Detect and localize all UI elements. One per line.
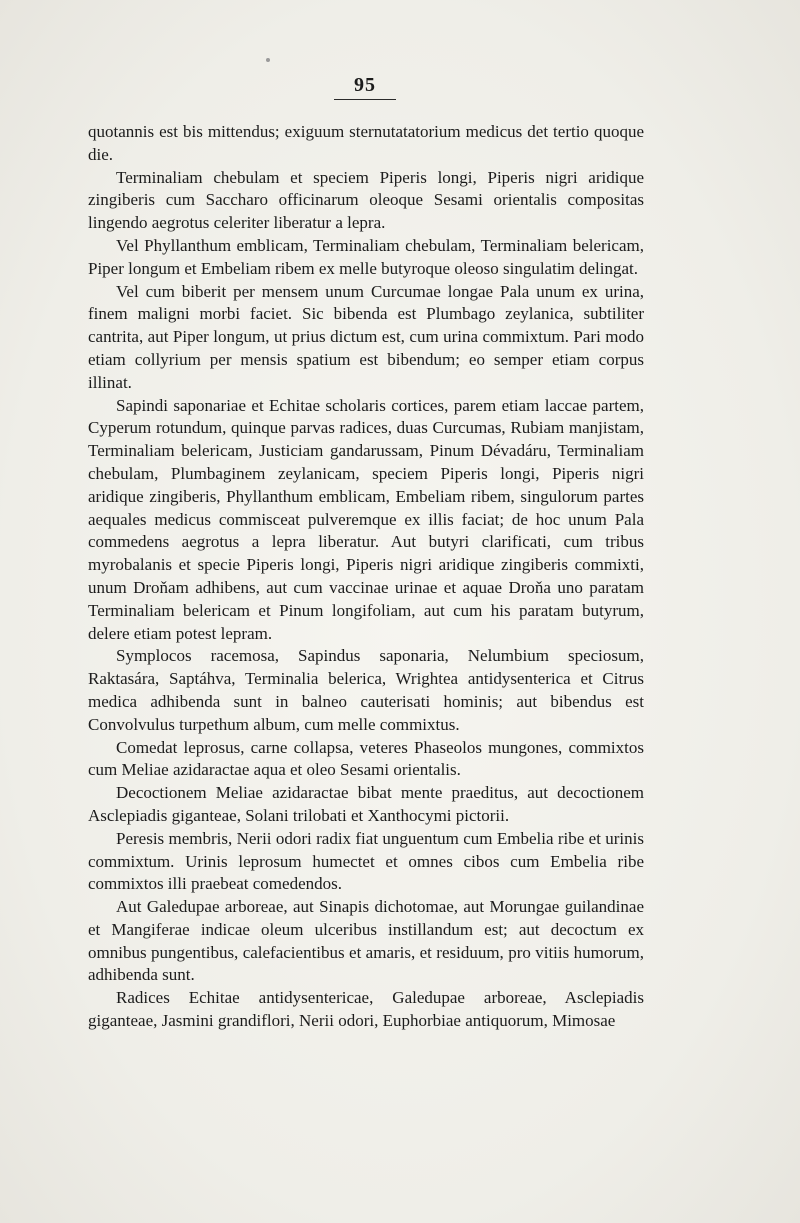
- paragraph-2: Vel Phyllanthum emblicam, Terminaliam chebulam, Terminaliam belericam, Piper longum et Embeliam ribem ex melle butyroque oleoso singulatim delingat.: [88, 235, 644, 278]
- body-text: [88, 121, 644, 1033]
- paragraph-0: quotannis est bis mittendus; exiguum sternutatatorium medicus det tertio quoque die.: [88, 122, 644, 164]
- print-speck: [266, 58, 270, 62]
- paragraph-9: Aut Galedupae arboreae, aut Sinapis dichotomae, aut Morungae guilandinae et Mangiferae indicae oleum ulceribus instillandum est; aut decoctum ex omnibus pungentibus, calefacientibus et amaris, et residuum, pro vitiis humorum, adhibenda sunt.: [88, 897, 644, 985]
- paragraph-8: Peresis membris, Nerii odori radix fiat unguentum cum Embelia ribe et urinis commixtum. Urinis leprosum humectet et omnes cibos cum Embelia ribe commixtos illi praebeat comedendos.: [88, 828, 644, 894]
- page-number-rule: [334, 99, 396, 100]
- paragraph-1: Terminaliam chebulam et speciem Piperis longi, Piperis nigri aridique zingiberis cum Saccharo officinarum oleoque Sesami orientalis compositas lingendo aegrotus celeriter liberatur a lepra.: [88, 167, 644, 233]
- paragraph-3: Vel cum biberit per mensem unum Curcumae longae Pala unum ex urina, finem maligni morbi faciet. Sic bibenda est Plumbago zeylanica, subtiliter cantrita, aut Piper longum, ut prius dictum est, cum urina commixtum. Pari modo etiam collyrium per mensis spatium est bibendum; eo semper etiam corpus illinat.: [88, 281, 644, 392]
- page-number: 95: [354, 74, 376, 96]
- paragraph-4: Sapindi saponariae et Echitae scholaris cortices, parem etiam laccae partem, Cyperum rotundum, quinque parvas radices, duas Curcumas, Rubiam manjistam, Terminaliam belericam, Justiciam gandarussam, Pinum Dévadáru, Terminaliam chebulam, Plumbaginem zeylanicam, speciem Piperis longi, Piperis nigri aridique zingiberis, Phyllanthum emblicam, Embeliam ribem, singulorum partes aequales medicus commisceat pulveremque ex illis faciat; de hoc unum Pala commedens aegrotus a lepra liberatur. Aut butyri clarificati, cum tribus myrobalanis et specie Piperis longi, Piperis nigri aridique zingiberis commixti, unum Droňam adhibens, aut cum vaccinae urinae et aquae Droňa uno paratam Terminaliam belericam et Pinum longifoliam, aut cum his paratam butyrum, delere etiam potest lepram.: [88, 395, 644, 643]
- paragraph-10: Radices Echitae antidysentericae, Galedupae arboreae, Asclepiadis giganteae, Jasmini grandiflori, Nerii odori, Euphorbiae antiquorum, Mimosae: [88, 988, 644, 1031]
- paragraph-7: Decoctionem Meliae azidaractae bibat mente praeditus, aut decoctionem Asclepiadis giganteae, Solani trilobati et Xanthocymi pictorii.: [88, 783, 644, 825]
- paragraph-6: Comedat leprosus, carne collapsa, veteres Phaseolos mungones, commixtos cum Meliae azidaractae aqua et oleo Sesami orientalis.: [88, 737, 644, 780]
- paragraph-5: Symplocos racemosa, Sapindus saponaria, Nelumbium speciosum, Raktasára, Saptáhva, Terminalia belerica, Wrightea antidysenterica et Citrus medica adhibenda sunt in balneo cauterisati hominis; aut bibendus est Convolvulus turpethum album, cum melle commixtus.: [88, 646, 644, 734]
